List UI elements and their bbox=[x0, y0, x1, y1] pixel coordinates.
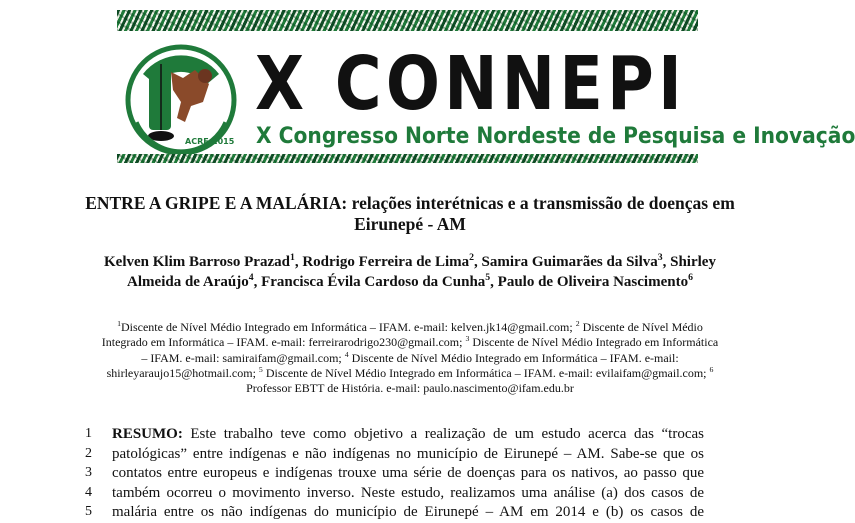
line-content: também ocorreu o movimento inverso. Neste estudo, realizamos uma análise (a) dos casos de bbox=[112, 484, 704, 501]
banner-bottom-stripe bbox=[117, 154, 698, 163]
author-affiliation-number: 2 bbox=[469, 252, 474, 263]
abstract-line bbox=[0, 426, 779, 445]
abstract-label: RESUMO: bbox=[112, 426, 183, 442]
author-list: Kelven Klim Barroso Prazad$^1$, Rodrigo Ferreira de Lima$^2$, Samira Guimarães da Silva$^3$, Shirley Almeida de Araújo$^4$, Francisca Évila Cardoso da Cunha$^5$, Paulo de Oliveira Nascimento$^6$ bbox=[104, 252, 716, 290]
affiliation-text: Discente de Nível Médio Integrado em Informática – IFAM. e-mail: shirleyaraujo15@hotmail.com; bbox=[106, 350, 679, 380]
affiliation-text: Discente de Nível Médio Integrado em Informática – IFAM. e-mail: ferreirarodrigo230@gmail.com; bbox=[101, 320, 703, 350]
abstract-line bbox=[0, 504, 779, 523]
affiliations bbox=[100, 320, 720, 396]
author-name: Francisca Évila Cardoso da Cunha bbox=[261, 274, 486, 290]
affiliation-number: 4 bbox=[344, 349, 349, 359]
line-text bbox=[112, 426, 704, 443]
author-name: Samira Guimarães da Silva bbox=[481, 254, 658, 270]
line-content: patológicas” entre indígenas e não indígenas no município de Eirunepé – AM. Sabe-se que os bbox=[112, 445, 704, 462]
affiliation-text: Professor EBTT de História. e-mail: paulo.nascimento@ifam.edu.br bbox=[246, 381, 574, 396]
affiliation-number: 5 bbox=[258, 364, 263, 374]
line-content: Este trabalho teve como objetivo a realização de um estudo acerca das “trocas bbox=[190, 426, 704, 442]
author-affiliation-number: 6 bbox=[688, 272, 693, 283]
affiliation-text: Discente de Nível Médio Integrado em Informática – IFAM. e-mail: kelven.jk14@gmail.com; bbox=[120, 320, 576, 334]
conference-short-title: X CONNEPI bbox=[255, 41, 687, 127]
line-number: 2 bbox=[85, 445, 92, 461]
author-affiliation-number: 1 bbox=[289, 252, 295, 263]
paper-title: ENTRE A GRIPE E A MALÁRIA: relações interétnicas e a transmissão de doenças em Eirunepé - AM bbox=[85, 193, 735, 234]
author-name: Rodrigo Ferreira de Lima bbox=[302, 254, 470, 270]
author-affiliation-number: 4 bbox=[248, 272, 254, 283]
line-content: contatos entre europeus e indígenas trouxe uma série de doenças para os nativos, ao passo que bbox=[112, 465, 704, 481]
logo-ring-text: ACRE-2015 bbox=[185, 137, 235, 146]
conference-full-title: X Congresso Norte Nordeste de Pesquisa e Inovação bbox=[256, 124, 855, 149]
affiliation-text: Discente de Nível Médio Integrado em Informática – IFAM. e-mail: evilaifam@gmail.com; bbox=[262, 365, 710, 380]
line-number: 3 bbox=[85, 465, 92, 480]
affiliation-number: 1 bbox=[117, 319, 121, 328]
line-text bbox=[112, 465, 704, 482]
author-name: Shirley Almeida de Araújo bbox=[127, 254, 716, 290]
line-number: 4 bbox=[85, 484, 92, 500]
affiliation-number: 2 bbox=[575, 319, 580, 328]
affiliation-number: 6 bbox=[709, 364, 714, 374]
author-affiliation-number: 5 bbox=[485, 272, 491, 283]
affiliation-number: 3 bbox=[465, 334, 470, 344]
line-text bbox=[112, 504, 704, 521]
author-name: Kelven Klim Barroso Prazad bbox=[104, 254, 290, 270]
author-affiliation-number: 3 bbox=[657, 252, 663, 263]
affiliation-text: Discente de Nível Médio Integrado em Informática – IFAM. e-mail: samiraifam@gmail.com; bbox=[141, 335, 719, 365]
conference-logo-icon bbox=[125, 44, 237, 156]
author-name: Paulo de Oliveira Nascimento bbox=[497, 274, 689, 290]
line-number: 5 bbox=[85, 504, 92, 519]
abstract-line bbox=[0, 485, 779, 504]
abstract-line bbox=[0, 446, 779, 465]
abstract-line bbox=[0, 465, 779, 484]
banner-top-stripe bbox=[117, 10, 698, 31]
line-text bbox=[112, 446, 704, 463]
line-content: malária entre os não indígenas do município de Eirunepé – AM em 2014 e (b) os casos de bbox=[112, 504, 704, 520]
line-number: 1 bbox=[85, 426, 92, 441]
line-text bbox=[112, 485, 704, 502]
conference-banner bbox=[117, 10, 855, 163]
